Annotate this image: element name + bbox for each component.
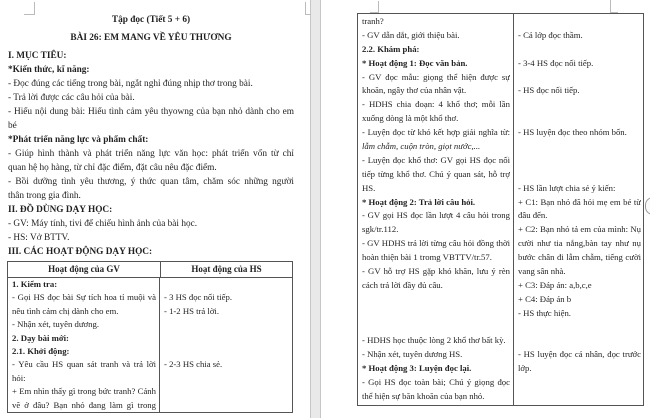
text-line: 2. Dạy bài mới: [12, 332, 69, 343]
text-line: 2.1. Khởi động: [12, 345, 70, 356]
text-line: tiếp từng khổ thơ. Chú ý quan sát, hỗ trợ [362, 168, 510, 179]
text-line: + Em nhìn thấy gì trong bức tranh? Cảnh [12, 386, 156, 397]
text-line: đâu đến. [518, 210, 548, 221]
text-line: + C4: Đáp án b [518, 293, 572, 304]
crop-mark-icon [24, 2, 35, 15]
text-line [164, 278, 290, 291]
text-line: lẫm chẫm, cuộn tròn, giọt nước,... [362, 141, 481, 152]
table-header-row [8, 262, 292, 278]
text-line: thân trong gia đình. [8, 190, 81, 201]
text-line: - Trả lời được các câu hỏi của bài. [8, 92, 135, 103]
text-line: hoàn thiện bài 1 tromg VBTTV/tr.57. [362, 252, 492, 263]
text-line: hỏi: [12, 372, 26, 383]
text-line: *Phát triển năng lực và phẩm chất: [8, 134, 149, 145]
activities-table-page1 [7, 261, 293, 413]
crop-mark-icon [610, 0, 618, 13]
text-line: - GV HDHS trả lời từng câu hỏi đồng thời [362, 238, 510, 249]
text-line: lớp. [518, 363, 532, 374]
text-line: - GV dẫn dắt, giới thiệu bài. [362, 29, 460, 40]
text-line: - HS đọc nối tiếp. [518, 85, 580, 96]
text-line [518, 98, 641, 112]
text-line: - GV: Máy tính, tivi để chiếu hình ảnh của bài học. [8, 218, 198, 229]
text-line: - Gọi HS đọc toàn bài; Chú ý giọng đọc [362, 377, 510, 388]
text-line: - GV đọc mẫu: giọng thể hiện được sự [362, 71, 510, 82]
text-line: - 3 HS đọc nối tiếp. [164, 292, 233, 303]
text-line: bé [8, 120, 17, 131]
text-line: - Bồi dưỡng tình yêu thương, ý thức quan tâm, chăm sóc những người [8, 176, 294, 187]
text-line [518, 112, 641, 126]
page-2 [320, 0, 650, 418]
text-line: - Nhận xét, tuyên dương. [12, 319, 99, 330]
hs-column-header: Hoạt động của HS [191, 264, 262, 274]
text-line: - Gọi HS đọc bài Sự tích hoa tỉ muội và [12, 292, 156, 303]
text-line: + C3: Đáp án: a,b,c,e [518, 279, 592, 290]
text-line [518, 321, 641, 335]
crop-mark-icon [370, 1, 379, 13]
text-line: - Giúp hình thành và phát triển năng lực văn học: phát triển vốn từ chỉ [8, 148, 294, 159]
text-line: - Cả lớp đọc thầm. [518, 29, 583, 40]
text-line: sgk/tr.112. [362, 224, 399, 235]
activities-table-page2 [357, 13, 644, 406]
gv-activities-cell-p1 [8, 278, 160, 412]
text-line: - HS luyện đọc theo nhóm bốn. [518, 127, 627, 138]
text-line: vẽ ở đâu? Bạn nhỏ đang làm gì trong [12, 399, 156, 410]
text-line [164, 399, 290, 412]
text-line: - GV hỗ trợ HS gặp khó khăn, lưu ý rèn [362, 266, 510, 277]
text-line: 2.2. Khám phá: [362, 43, 420, 54]
text-line: - 3-4 HS đọc nối tiếp. [518, 57, 594, 68]
text-line [164, 318, 290, 331]
text-line: I. MỤC TIÊU: [8, 50, 67, 61]
text-line: - Luyện đọc từ khó kết hợp giải nghĩa từ: [362, 127, 510, 138]
text-line [518, 43, 641, 57]
text-line: - HDHS chia đoạn: 4 khổ thơ; mỗi lần [362, 99, 510, 110]
text-line: 1. Kiểm tra: [12, 279, 58, 289]
text-line [518, 71, 641, 85]
text-line: khoăn, ngây thơ của nhân vật. [362, 85, 467, 96]
text-line: vang sân nhà. [518, 266, 566, 277]
text-line: - HS: Vở BTTV. [8, 232, 70, 243]
text-line: - Yêu cầu HS quan sát tranh và trả lời [12, 359, 156, 370]
text-line: tranh? [362, 16, 384, 26]
text-line: - Hiểu nội dung bài: Hiểu tình cảm yêu thyowng của bạn nhỏ dành cho em [8, 106, 294, 117]
text-line [518, 376, 641, 390]
hs-activities-cell-p1 [160, 278, 292, 412]
text-line: - 2-3 HS chia sẻ. [164, 359, 223, 370]
text-line: cách trả lời đầy đủ câu. [362, 279, 443, 290]
text-line [518, 390, 641, 404]
text-line: Tập đọc (Tiết 5 + 6) [111, 15, 191, 25]
text-line: - 1-2 HS trả lời. [164, 305, 220, 316]
text-line: - HS luyện đọc cá nhân, đọc trước [518, 349, 641, 360]
text-line [518, 168, 641, 182]
text-line: * Hoạt động 3: Luyện đọc lại. [362, 363, 472, 374]
text-line [164, 345, 290, 358]
text-line: xuống dòng là một khổ thơ. [362, 113, 459, 124]
table-body [358, 14, 643, 405]
text-line [518, 334, 641, 348]
text-line: thể hiện sự băn khoăn của bạn nhỏ. [362, 391, 485, 402]
text-line: *Kiến thức, kĩ năng: [8, 64, 90, 75]
text-line: - HDHS học thuộc lòng 2 khổ thơ bất kỳ. [362, 335, 506, 346]
text-line [518, 15, 641, 29]
text-line [518, 154, 641, 168]
gv-activities-cell-p2 [358, 14, 514, 405]
text-line: II. ĐỒ DÙNG DẠY HỌC: [8, 204, 113, 215]
text-line: III. CÁC HOẠT ĐỘNG DẠY HỌC: [8, 246, 153, 257]
text-line: - Nhận xét, tuyên dương HS. [362, 349, 463, 360]
page-1 [0, 0, 311, 418]
text-line [362, 321, 510, 335]
text-line: cười như tia nắng,bàn tay như nụ [518, 238, 641, 249]
table-body [8, 278, 292, 412]
text-line: + C2: Bạn nhỏ tả em của mình: Nụ [518, 224, 641, 235]
text-line: - HS thực hiện. [518, 307, 571, 318]
text-line [362, 307, 510, 321]
crop-mark-icon [305, 2, 311, 15]
text-line [164, 372, 290, 385]
text-line: bước chân đi lẫm chẫm, tiếng cười [518, 252, 641, 263]
text-line [518, 140, 641, 154]
text-line: + C1: Bạn nhỏ đã hỏi mẹ em bé từ [518, 196, 641, 207]
text-line: * Hoạt động 1: Đọc văn bản. [362, 57, 468, 68]
text-line: - HS lần lượt chia sẻ ý kiến: [518, 182, 616, 193]
text-line [164, 332, 290, 345]
text-line [164, 385, 290, 398]
text-line: - Luyện đọc khổ thơ: GV gọi HS đọc nối [362, 154, 510, 165]
text-line: BÀI 26: EM MANG VỀ YÊU THƯƠNG [70, 32, 232, 43]
text-line [362, 293, 510, 307]
gv-column-header: Hoạt động của GV [8, 262, 161, 277]
text-line: * Hoạt động 2: Trả lời câu hỏi. [362, 196, 476, 207]
text-line: nêu tình cảm chị dành cho em. [12, 305, 119, 316]
text-line: HS. [362, 182, 376, 193]
hs-activities-cell-p2 [514, 14, 643, 405]
text-line: - Đọc đúng các tiếng trong bài, ngắt nghỉ đúng nhịp thơ trong bài. [8, 78, 253, 89]
text-line: quan hệ họ hàng, từ chỉ đặc điểm, đặt câu nêu đặc điểm. [8, 162, 217, 173]
text-line: - GV gọi HS đọc lần lượt 4 câu hỏi trong [362, 210, 510, 221]
lesson-heading-section [8, 13, 294, 259]
